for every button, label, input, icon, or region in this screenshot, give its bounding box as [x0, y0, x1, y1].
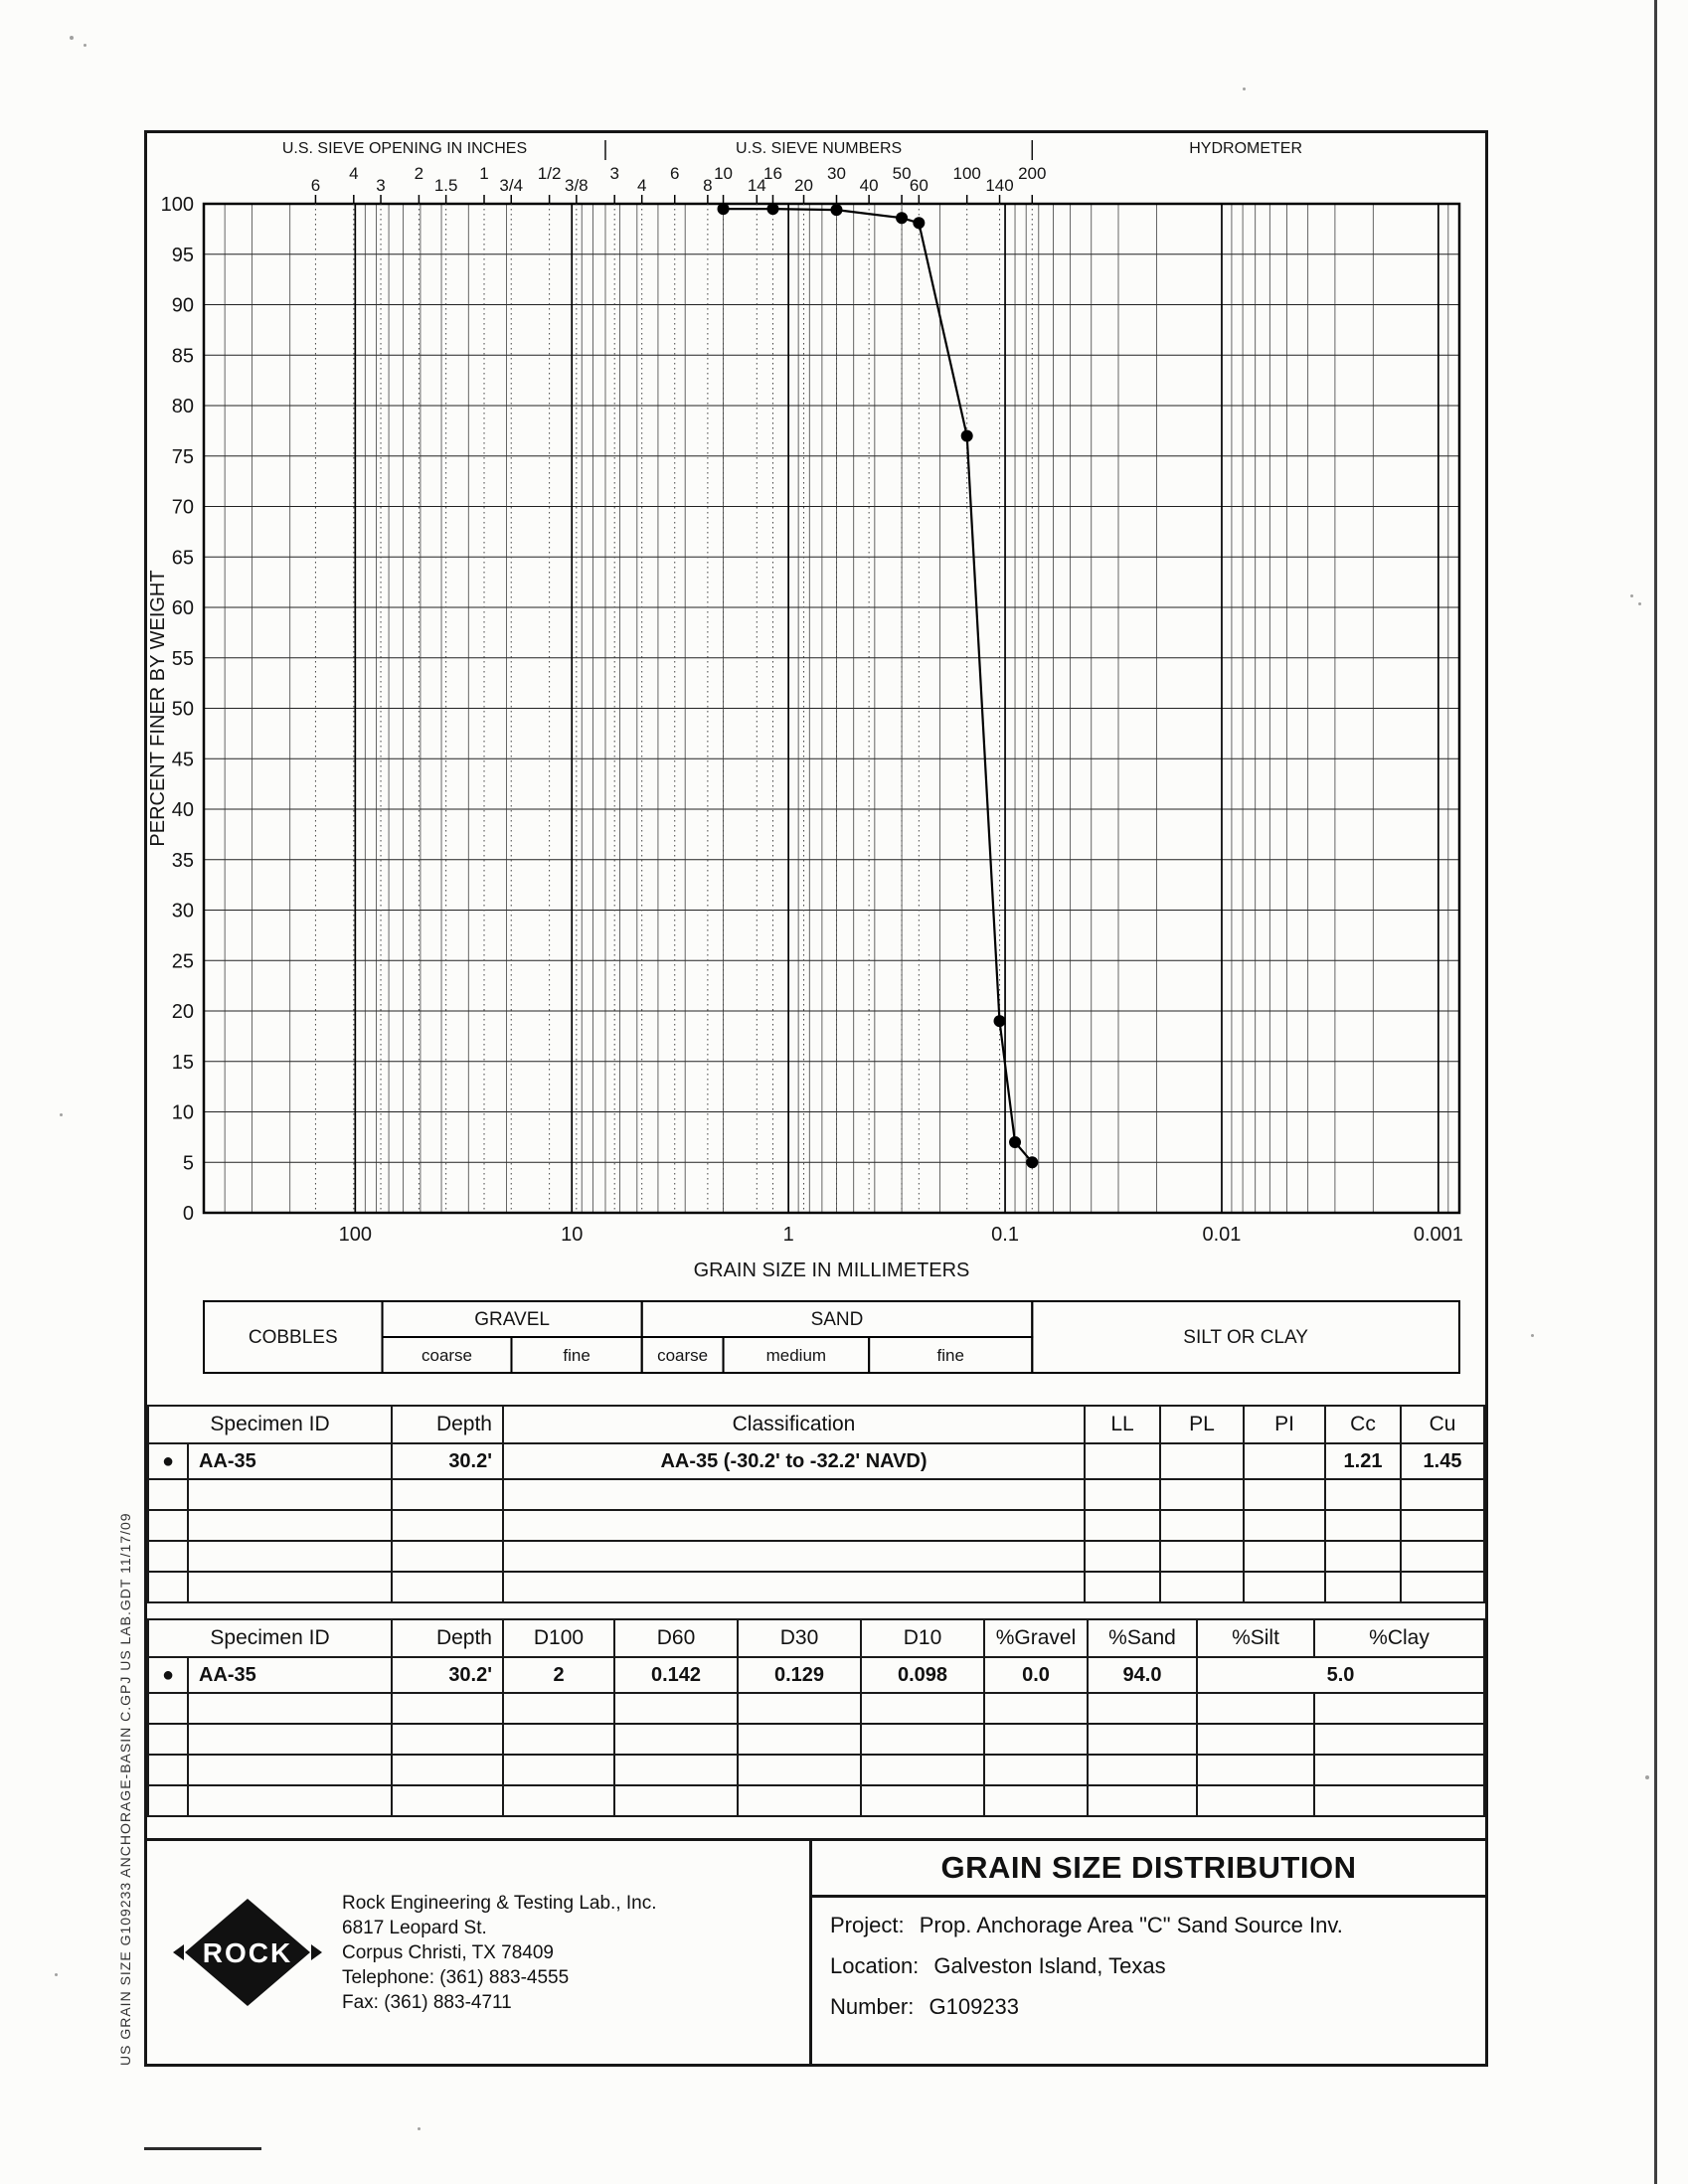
svg-text:16: 16 [763, 164, 782, 183]
svg-text:1.5: 1.5 [433, 176, 458, 195]
header-pl: PL [1160, 1406, 1244, 1443]
empty-table-row [148, 1693, 1484, 1724]
scan-edge-artifact [144, 2147, 261, 2150]
svg-text:4: 4 [349, 164, 359, 183]
location-line [812, 1953, 1485, 1979]
svg-text:0.1: 0.1 [991, 1224, 1019, 1246]
svg-text:3: 3 [376, 176, 386, 195]
header-cu: Cu [1401, 1406, 1484, 1443]
specimen-id-cell: AA-35 [188, 1443, 392, 1479]
gradation-header-row [148, 1619, 1484, 1657]
empty-table-row [148, 1510, 1484, 1541]
header-specimen-id: Specimen ID [148, 1406, 392, 1443]
scan-speck [1630, 594, 1633, 597]
scan-speck [418, 2127, 421, 2130]
pi-cell [1244, 1443, 1325, 1479]
rock-logo-icon [173, 1895, 322, 2010]
svg-text:GRAVEL: GRAVEL [474, 1309, 550, 1330]
pl-cell [1160, 1443, 1244, 1479]
d30-cell: 0.129 [738, 1657, 861, 1693]
svg-text:100: 100 [952, 164, 981, 183]
specimen-id-cell: AA-35 [188, 1657, 392, 1693]
logo-text: ROCK [202, 1937, 293, 1968]
svg-text:coarse: coarse [657, 1346, 709, 1365]
svg-text:1: 1 [479, 164, 489, 183]
svg-text:10: 10 [561, 1224, 584, 1246]
header-depth: Depth [392, 1619, 503, 1657]
number-label: Number: [830, 1994, 915, 2019]
gradation-data-row [148, 1657, 1484, 1693]
depth-cell: 30.2' [392, 1657, 503, 1693]
header-specimen-id: Specimen ID [148, 1619, 392, 1657]
svg-text:75: 75 [171, 445, 194, 468]
scan-speck [84, 44, 86, 47]
empty-table-row [148, 1541, 1484, 1572]
svg-text:fine: fine [563, 1346, 591, 1365]
report-title: GRAIN SIZE DISTRIBUTION [812, 1841, 1485, 1898]
series-marker-icon: ● [148, 1443, 188, 1479]
header-silt: %Silt [1197, 1619, 1314, 1657]
svg-text:40: 40 [171, 799, 194, 821]
svg-text:25: 25 [171, 950, 194, 973]
svg-text:PERCENT FINER BY WEIGHT: PERCENT FINER BY WEIGHT [147, 570, 169, 847]
header-d30: D30 [738, 1619, 861, 1657]
company-name: Rock Engineering & Testing Lab., Inc. [342, 1892, 657, 1914]
svg-text:3: 3 [609, 164, 619, 183]
svg-text:85: 85 [171, 345, 194, 368]
svg-text:100: 100 [160, 194, 194, 216]
svg-text:140: 140 [985, 176, 1014, 195]
number-line [812, 1994, 1485, 2020]
svg-text:6: 6 [669, 164, 680, 183]
svg-text:HYDROMETER: HYDROMETER [1189, 140, 1303, 157]
svg-text:10: 10 [714, 164, 734, 183]
svg-text:medium: medium [765, 1346, 827, 1365]
company-city: Corpus Christi, TX 78409 [342, 1941, 554, 1963]
svg-text:15: 15 [171, 1051, 194, 1074]
company-phone: Telephone: (361) 883-4555 [342, 1966, 570, 1988]
header-ll: LL [1085, 1406, 1160, 1443]
classification-header-row [148, 1406, 1484, 1443]
project-line [812, 1913, 1485, 1938]
empty-table-row [148, 1785, 1484, 1816]
svg-text:60: 60 [171, 597, 194, 619]
header-pi: PI [1244, 1406, 1325, 1443]
cc-cell: 1.21 [1325, 1443, 1401, 1479]
svg-text:fine: fine [936, 1346, 964, 1365]
svg-text:U.S. SIEVE OPENING IN INCHES: U.S. SIEVE OPENING IN INCHES [281, 140, 528, 157]
svg-text:14: 14 [747, 176, 766, 195]
header-gravel: %Gravel [984, 1619, 1088, 1657]
scan-speck [60, 1113, 63, 1116]
svg-text:30: 30 [827, 164, 846, 183]
svg-text:SILT OR CLAY: SILT OR CLAY [1183, 1327, 1308, 1348]
scan-speck [1243, 87, 1246, 90]
svg-text:0.01: 0.01 [1202, 1224, 1242, 1246]
svg-text:65: 65 [171, 547, 194, 570]
classification-data-row [148, 1443, 1484, 1479]
svg-text:5: 5 [182, 1152, 194, 1175]
fines-percent-cell: 5.0 [1197, 1657, 1484, 1693]
svg-text:20: 20 [171, 1001, 194, 1023]
svg-text:70: 70 [171, 496, 194, 519]
gravel-percent-cell: 0.0 [984, 1657, 1088, 1693]
svg-text:95: 95 [171, 244, 194, 266]
classification-cell: AA-35 (-30.2' to -32.2' NAVD) [503, 1443, 1085, 1479]
d100-cell: 2 [503, 1657, 614, 1693]
empty-table-row [148, 1479, 1484, 1510]
svg-text:55: 55 [171, 647, 194, 670]
svg-text:1/2: 1/2 [537, 164, 562, 183]
svg-text:4: 4 [636, 176, 647, 195]
svg-text:SAND: SAND [810, 1309, 864, 1330]
header-sand: %Sand [1088, 1619, 1197, 1657]
header-cc: Cc [1325, 1406, 1401, 1443]
depth-cell: 30.2' [392, 1443, 503, 1479]
empty-table-row [148, 1755, 1484, 1785]
header-classification: Classification [503, 1406, 1085, 1443]
sand-percent-cell: 94.0 [1088, 1657, 1197, 1693]
svg-text:U.S. SIEVE NUMBERS: U.S. SIEVE NUMBERS [736, 140, 903, 157]
gradation-table [147, 1618, 1485, 1817]
svg-text:10: 10 [171, 1101, 194, 1124]
svg-text:100: 100 [338, 1224, 373, 1246]
svg-text:50: 50 [171, 698, 194, 721]
location-value: Galveston Island, Texas [933, 1953, 1166, 1978]
empty-table-row [148, 1572, 1484, 1602]
header-depth: Depth [392, 1406, 503, 1443]
svg-text:30: 30 [171, 900, 194, 923]
company-panel [147, 1841, 812, 2064]
svg-text:40: 40 [859, 176, 879, 195]
svg-text:3/8: 3/8 [565, 176, 589, 195]
svg-text:0.001: 0.001 [1413, 1224, 1463, 1246]
header-d10: D10 [861, 1619, 984, 1657]
svg-text:50: 50 [892, 164, 912, 183]
number-value: G109233 [928, 1994, 1020, 2019]
svg-text:coarse: coarse [421, 1346, 473, 1365]
svg-text:35: 35 [171, 849, 194, 872]
scan-speck [55, 1973, 58, 1976]
company-address [342, 1891, 657, 2015]
svg-text:80: 80 [171, 396, 194, 418]
scan-speck [1645, 1775, 1649, 1779]
ll-cell [1085, 1443, 1160, 1479]
header-d60: D60 [614, 1619, 738, 1657]
company-fax: Fax: (361) 883-4711 [342, 1991, 512, 2013]
filename-sidebar-text: US GRAIN SIZE G109233 ANCHORAGE-BASIN C.GPJ US LAB.GDT 11/17/09 [117, 1512, 133, 2066]
svg-text:COBBLES: COBBLES [248, 1327, 338, 1348]
svg-text:6: 6 [310, 176, 321, 195]
empty-table-row [148, 1724, 1484, 1755]
project-label: Project: [830, 1913, 905, 1937]
company-street: 6817 Leopard St. [342, 1917, 487, 1938]
scan-speck [1531, 1334, 1534, 1337]
scan-speck [1638, 602, 1641, 605]
svg-text:60: 60 [909, 176, 928, 195]
svg-text:45: 45 [171, 749, 194, 771]
header-clay: %Clay [1314, 1619, 1484, 1657]
svg-text:0: 0 [182, 1203, 194, 1225]
d60-cell: 0.142 [614, 1657, 738, 1693]
svg-text:GRAIN SIZE IN MILLIMETERS: GRAIN SIZE IN MILLIMETERS [693, 1260, 970, 1281]
svg-text:90: 90 [171, 294, 194, 317]
svg-text:20: 20 [794, 176, 813, 195]
report-info-panel [812, 1841, 1485, 2064]
title-block [147, 1838, 1485, 2064]
d10-cell: 0.098 [861, 1657, 984, 1693]
svg-text:1: 1 [782, 1224, 794, 1246]
svg-text:8: 8 [703, 176, 713, 195]
svg-text:2: 2 [414, 164, 424, 183]
scan-speck [70, 36, 74, 40]
svg-text:3/4: 3/4 [499, 176, 524, 195]
header-d100: D100 [503, 1619, 614, 1657]
series-marker-icon: ● [148, 1657, 188, 1693]
project-value: Prop. Anchorage Area "C" Sand Source Inv. [919, 1913, 1343, 1937]
scan-edge-artifact [1654, 0, 1657, 2184]
cu-cell: 1.45 [1401, 1443, 1484, 1479]
location-label: Location: [830, 1953, 920, 1978]
classification-table [147, 1405, 1485, 1603]
svg-text:200: 200 [1018, 164, 1047, 183]
